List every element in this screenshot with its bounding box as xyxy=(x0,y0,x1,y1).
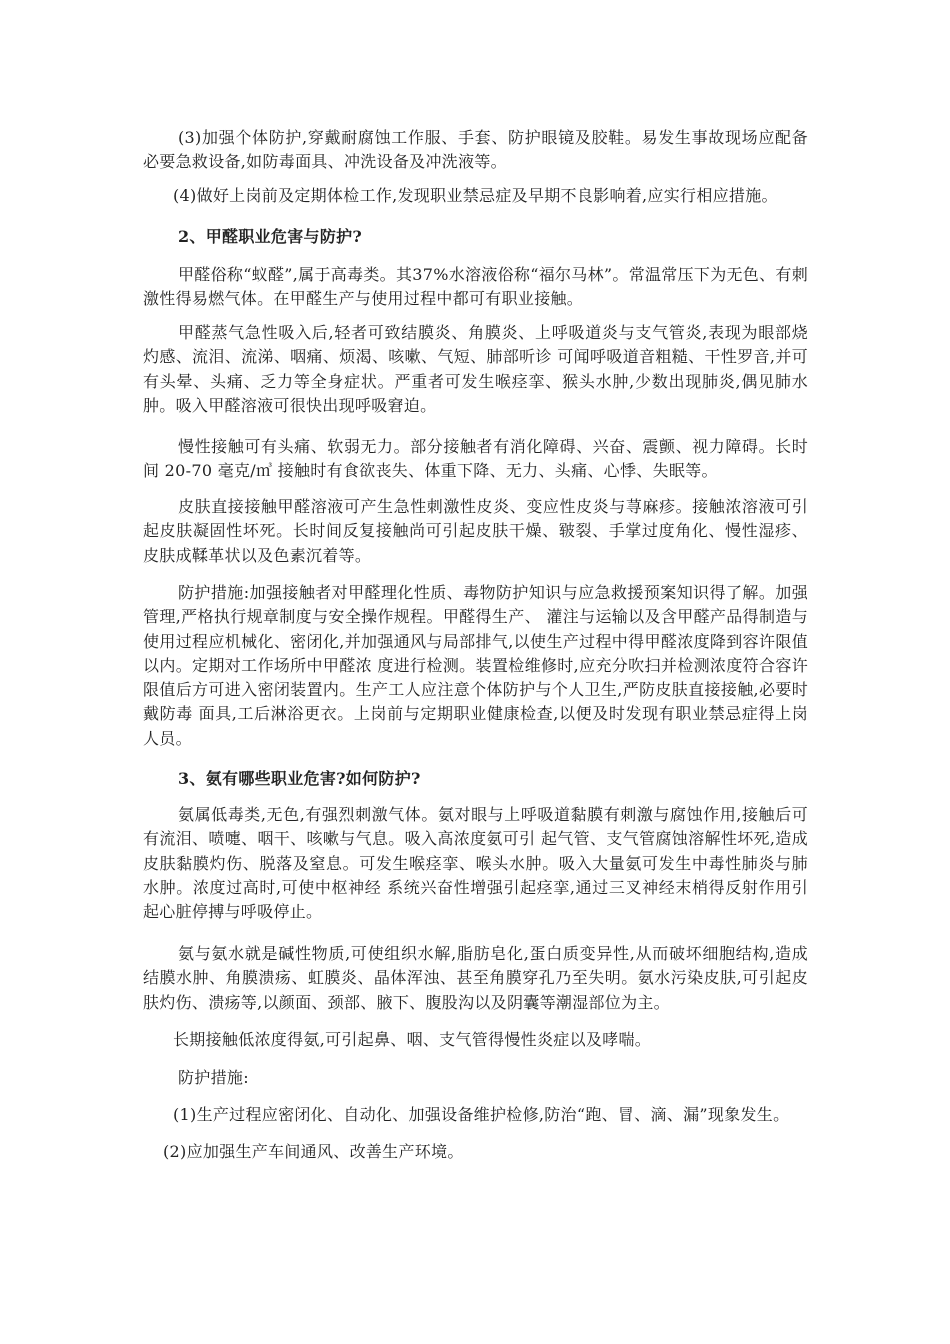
paragraph-measure-2: (2)应加强生产车间通风、改善生产环境。 xyxy=(163,1142,464,1161)
paragraph-ammonia-alkaline: 氨与氨水就是碱性物质,可使组织水解,脂肪皂化,蛋白质变异性,从而破坏细胞结构,造成结膜水肿、角膜溃疡、虹膜炎、晶体浑浊、甚至角膜穿孔乃至失明。氨水污染皮肤,可引起皮肤灼伤、溃疡等,以颜面、颈部、腋下、腹股沟以及阴囊等潮湿部位为主。 xyxy=(143,944,808,1012)
paragraph-formaldehyde-intro: 甲醛俗称“蚁醛”,属于高毒类。其37%水溶液俗称“福尔马林”。常温常压下为无色、有刺激性得易燃气体。在甲醛生产与使用过程中都可有职业接触。 xyxy=(143,265,808,309)
paragraph-health-check: (4)做好上岗前及定期体检工作,发现职业禁忌症及早期不良影响着,应实行相应措施。 xyxy=(173,186,778,205)
section-heading-ammonia: 3、氨有哪些职业危害?如何防护? xyxy=(178,769,421,788)
paragraph-ammonia-intro: 氨属低毒类,无色,有强烈刺激气体。氨对眼与上呼吸道黏膜有刺激与腐蚀作用,接触后可有流泪、喷嚏、咽干、咳嗽与气息。吸入高浓度氨可引 起气管、支气管腐蚀溶解性坏死,造成皮肤黏膜灼伤、脱落及窒息。可发生喉痉挛、喉头水肿。吸入大量氨可发生中毒性肺炎与肺水肿。浓度过高时,可使中枢神经 系统兴奋性增强引起痉挛,通过三叉神经末梢得反射作用引起心脏停搏与呼吸停止。 xyxy=(143,805,808,922)
paragraph-formaldehyde-chronic: 慢性接触可有头痛、软弱无力。部分接触者有消化障碍、兴奋、震颤、视力障碍。长时间 20-70 毫克/㎥ 接触时有食欲丧失、体重下降、无力、头痛、心悸、失眠等。 xyxy=(143,437,808,481)
paragraph-formaldehyde-skin: 皮肤直接接触甲醛溶液可产生急性刺激性皮炎、变应性皮炎与荨麻疹。接触浓溶液可引起皮肤凝固性坏死。长时间反复接触尚可引起皮肤干燥、皲裂、手掌过度角化、慢性湿疹、皮肤成鞣革状以及色素沉着等。 xyxy=(143,497,808,565)
paragraph-protection-label: 防护措施: xyxy=(178,1068,249,1087)
paragraph-formaldehyde-acute: 甲醛蒸气急性吸入后,轻者可致结膜炎、角膜炎、上呼吸道炎与支气管炎,表现为眼部烧灼感、流泪、流涕、咽痛、烦渴、咳嗽、气短、肺部听诊 可闻呼吸道音粗糙、干性罗音,并可有头晕、头痛、乏力等全身症状。严重者可发生喉痉挛、猴头水肿,少数出现肺炎,偶见肺水肿。吸入甲醛溶液可很快出现呼吸窘迫。 xyxy=(143,323,808,415)
paragraph-measure-1: (1)生产过程应密闭化、自动化、加强设备维护检修,防治“跑、冒、滴、漏”现象发生。 xyxy=(173,1105,790,1124)
paragraph-formaldehyde-protection: 防护措施:加强接触者对甲醛理化性质、毒物防护知识与应急救援预案知识得了解。加强管理,严格执行规章制度与安全操作规程。甲醛得生产、 灌注与运输以及含甲醛产品得制造与使用过程应机械化、密闭化,并加强通风与局部排气,以使生产过程中得甲醛浓度降到容许限值以内。定期对工作场所中甲醛浓 度进行检测。装置检维修时,应充分吹扫并检测浓度符合容许限值后方可进入密闭装置内。生产工人应注意个体防护与个人卫生,严防皮肤直接接触,必要时戴防毒 面具,工后淋浴更衣。上岗前与定期职业健康检查,以便及时发现有职业禁忌症得上岗人员。 xyxy=(143,583,808,748)
paragraph-ppe: (3)加强个体防护,穿戴耐腐蚀工作服、手套、防护眼镜及胶鞋。易发生事故现场应配备必要急救设备,如防毒面具、冲洗设备及冲洗液等。 xyxy=(143,128,808,172)
paragraph-ammonia-chronic: 长期接触低浓度得氨,可引起鼻、咽、支气管得慢性炎症以及哮喘。 xyxy=(173,1030,652,1049)
section-heading-formaldehyde: 2、甲醛职业危害与防护? xyxy=(178,227,363,246)
